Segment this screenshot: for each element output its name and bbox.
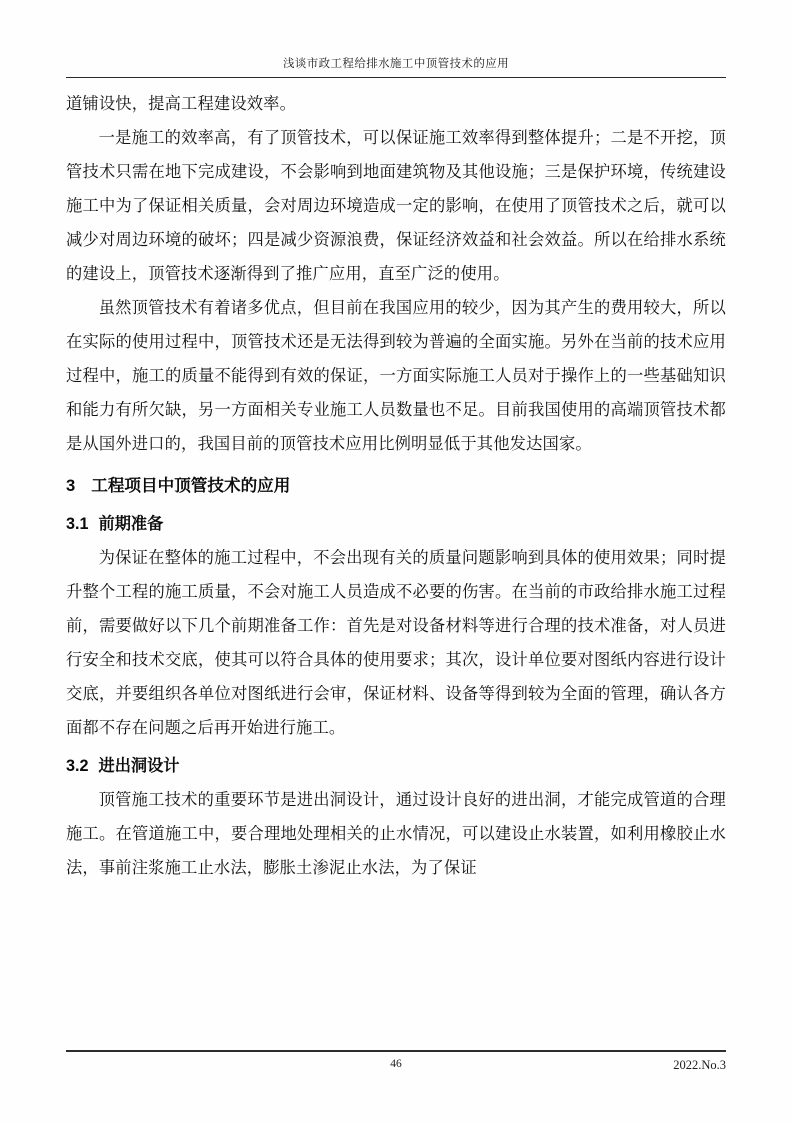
subsection-number-3-1: 3.1 bbox=[66, 515, 89, 533]
page-footer bbox=[66, 1050, 726, 1080]
body-text bbox=[66, 87, 726, 885]
running-header-title: 浅谈市政工程给排水施工中顶管技术的应用 bbox=[282, 58, 510, 70]
section-title-3: 工程项目中顶管技术的应用 bbox=[91, 476, 291, 495]
subsection-heading-3-1 bbox=[66, 507, 726, 541]
footer-divider bbox=[66, 1050, 726, 1052]
subsection-title-3-2: 进出洞设计 bbox=[98, 757, 180, 775]
paragraph-3-1-body: 为保证在整体的施工过程中，不会出现有关的质量问题影响到具体的使用效果；同时提升整个工程的施工质量，不会对施工人员造成不必要的伤害。在当前的市政给排水施工过程前，需要做好以下几个前期准备工作：首先是对设备材料等进行合理的技术准备，对人员进行安全和技术交底，使其可以符合具体的使用要求；其次，设计单位要对图纸内容进行设计交底，并要组织各单位对图纸进行会审，保证材料、设备等得到较为全面的管理，确认各方面都不存在问题之后再开始进行施工。 bbox=[66, 548, 726, 737]
footer-row bbox=[66, 1058, 726, 1080]
paragraph-limitations: 虽然顶管技术有着诸多优点，但目前在我国应用的较少，因为其产生的费用较大，所以在实际的使用过程中，顶管技术还是无法得到较为普遍的全面实施。另外在当前的技术应用过程中，施工的质量不能得到有效的保证，一方面实际施工人员对于操作上的一些基础知识和能力有所欠缺，另一方面相关专业施工人员数量也不足。目前我国使用的高端顶管技术都是从国外进口的，我国目前的顶管技术应用比例明显低于其他发达国家。 bbox=[66, 298, 726, 453]
continued-paragraph: 道铺设快，提高工程建设效率。 bbox=[66, 94, 297, 113]
paragraph-3-2-body: 顶管施工技术的重要环节是进出洞设计，通过设计良好的进出洞，才能完成管道的合理施工。在管道施工中，要合理地处理相关的止水情况，可以建设止水装置，如利用橡胶止水法，事前注浆施工止水法，膨胀土渗泥止水法，为了保证 bbox=[66, 790, 726, 877]
running-header bbox=[66, 55, 726, 78]
subsection-title-3-1: 前期准备 bbox=[98, 515, 164, 533]
subsection-number-3-2: 3.2 bbox=[66, 757, 89, 775]
page-number: 46 bbox=[390, 1058, 402, 1070]
section-heading-3 bbox=[66, 469, 726, 503]
section-number-3: 3 bbox=[66, 476, 76, 495]
issue-label: 2022.No.3 bbox=[673, 1058, 726, 1072]
subsection-heading-3-2 bbox=[66, 749, 726, 783]
header-divider bbox=[66, 77, 726, 78]
page-content bbox=[66, 55, 726, 885]
paragraph-advantages: 一是施工的效率高，有了顶管技术，可以保证施工效率得到整体提升；二是不开挖，顶管技术只需在地下完成建设，不会影响到地面建筑物及其他设施；三是保护环境，传统建设施工中为了保证相关质量，会对周边环境造成一定的影响，在使用了顶管技术之后，就可以减少对周边环境的破坏；四是减少资源浪费，保证经济效益和社会效益。所以在给排水系统的建设上，顶管技术逐渐得到了推广应用，直至广泛的使用。 bbox=[66, 128, 726, 283]
